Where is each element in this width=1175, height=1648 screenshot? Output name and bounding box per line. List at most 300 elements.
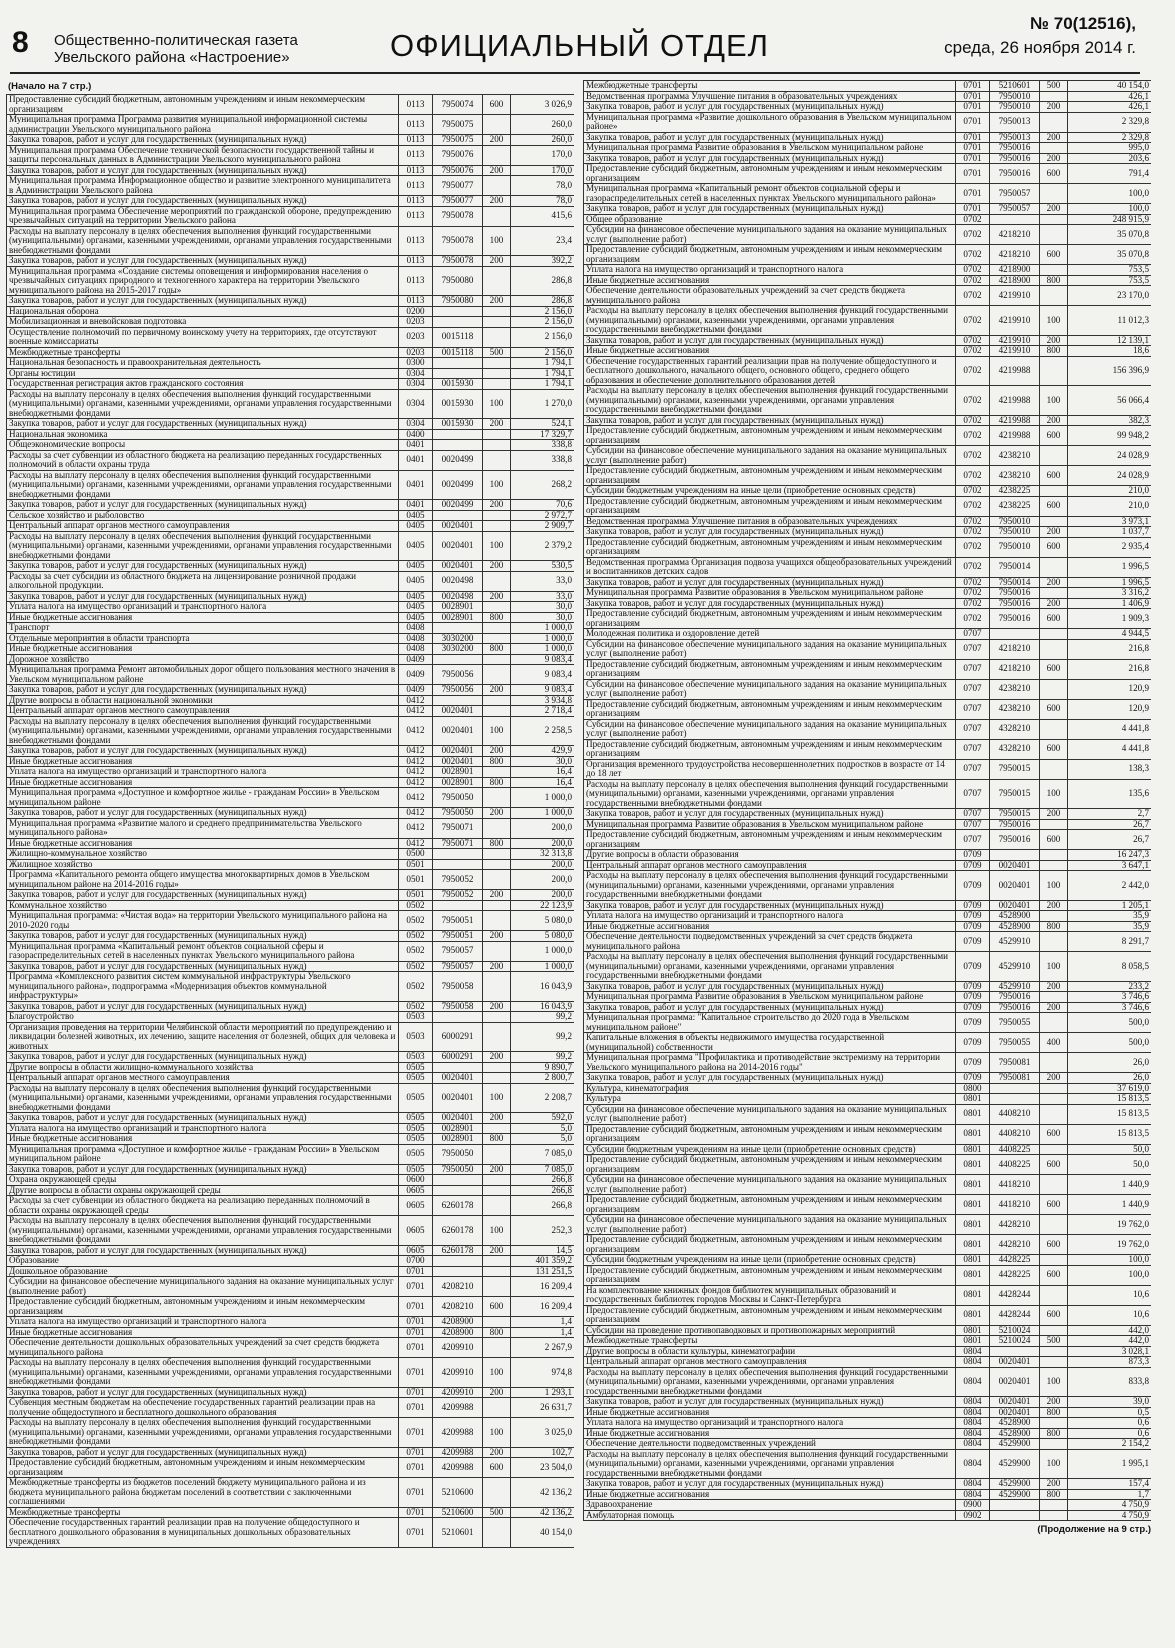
row-section-cell: 0401 — [399, 450, 433, 470]
table-row — [584, 306, 1152, 336]
row-name-cell: Предоставление субсидий бюджетным, автономным учреждениям и иным некоммерческим организациям — [584, 609, 956, 629]
table-row — [7, 685, 575, 696]
row-type-cell — [483, 633, 511, 644]
row-type-cell: 200 — [483, 1245, 511, 1256]
row-name-cell: Общеэкономические вопросы — [7, 440, 399, 451]
row-name-cell: Субсидии бюджетным учреждениям на иные цели (приобретение основных средств) — [584, 1144, 956, 1155]
row-name-cell: Сельское хозяйство и рыболовство — [7, 510, 399, 521]
row-name-cell: Отдельные мероприятия в области транспорта — [7, 633, 399, 644]
row-target-cell: 7950057 — [990, 204, 1040, 215]
table-row — [7, 1266, 575, 1277]
row-name-cell: Уплата налога на имущество организаций и транспортного налога — [584, 265, 956, 276]
row-type-cell: 100 — [1040, 1449, 1068, 1479]
row-type-cell — [483, 440, 511, 451]
row-name-cell: Образование — [7, 1256, 399, 1267]
row-type-cell: 200 — [483, 591, 511, 602]
row-name-cell: Государственная регистрация актов гражданского состояния — [7, 379, 399, 390]
row-name-cell: Капитальные вложения в объекты недвижимого имущества государственной (муниципальной) собственности — [584, 1033, 956, 1053]
row-type-cell — [1040, 446, 1068, 466]
row-name-cell: Предоставление субсидий бюджетным, автономным учреждениям и иным некоммерческим организациям — [7, 95, 399, 115]
row-amount-cell: 1 000,0 — [511, 808, 575, 819]
table-row — [7, 440, 575, 451]
row-type-cell: 100 — [1040, 952, 1068, 982]
row-target-cell: 4238210 — [990, 466, 1040, 486]
table-row — [584, 1500, 1152, 1511]
row-amount-cell: 16,4 — [511, 767, 575, 778]
table-row — [584, 225, 1152, 245]
row-name-cell: Обеспечение государственных гарантий реализации прав на получение общедоступного и бесплатного дошкольного, начального общего, основного общего, среднего общего образования и обеспечение дополнительного образования детей — [584, 356, 956, 386]
table-row — [584, 1418, 1152, 1429]
row-target-cell: 0015118 — [433, 347, 483, 358]
row-target-cell: 0020401 — [433, 1113, 483, 1124]
row-section-cell: 0701 — [956, 164, 990, 184]
row-type-cell — [1040, 639, 1068, 659]
row-target-cell: 7950015 — [990, 779, 1040, 809]
row-section-cell: 0409 — [399, 665, 433, 685]
row-type-cell: 600 — [1040, 739, 1068, 759]
row-amount-cell: 0,6 — [1068, 1428, 1152, 1439]
row-type-cell: 600 — [1040, 245, 1068, 265]
row-target-cell: 7950081 — [990, 1053, 1040, 1073]
row-type-cell — [1040, 143, 1068, 154]
row-type-cell — [483, 602, 511, 613]
row-section-cell: 0801 — [956, 1155, 990, 1175]
table-row — [7, 1256, 575, 1267]
row-section-cell: 0412 — [399, 706, 433, 717]
row-amount-cell: 266,8 — [511, 1175, 575, 1186]
row-section-cell: 0702 — [956, 415, 990, 426]
table-row — [7, 1447, 575, 1458]
row-section-cell: 0503 — [399, 1022, 433, 1052]
row-target-cell — [433, 306, 483, 317]
row-amount-cell: 16 247,3 — [1068, 850, 1152, 861]
row-name-cell: Уплата налога на имущество организаций и транспортного налога — [7, 767, 399, 778]
row-type-cell — [1040, 1285, 1068, 1305]
row-amount-cell: 26 631,7 — [511, 1398, 575, 1418]
table-row — [584, 609, 1152, 629]
row-amount-cell: 4 441,8 — [1068, 719, 1152, 739]
row-name-cell: Предоставление субсидий бюджетным, автономным учреждениям и иным некоммерческим организациям — [584, 426, 956, 446]
row-amount-cell: 1 205,1 — [1068, 900, 1152, 911]
row-type-cell — [483, 818, 511, 838]
table-row — [7, 633, 575, 644]
row-amount-cell: 131 251,5 — [511, 1266, 575, 1277]
row-target-cell: 5210601 — [433, 1518, 483, 1548]
table-row — [7, 941, 575, 961]
row-section-cell: 0408 — [399, 644, 433, 655]
row-section-cell: 0505 — [399, 1062, 433, 1073]
table-row — [7, 1012, 575, 1023]
row-name-cell: Другие вопросы в области жилищно-коммунального хозяйства — [7, 1062, 399, 1073]
row-amount-cell: 4 750,9 — [1068, 1500, 1152, 1511]
row-name-cell: Предоставление субсидий бюджетным, автономным учреждениям и иным некоммерческим организациям — [584, 466, 956, 486]
row-name-cell: Закупка товаров, работ и услуг для государственных (муниципальных нужд) — [7, 256, 399, 267]
table-row — [584, 446, 1152, 466]
row-amount-cell: 426,1 — [1068, 102, 1152, 113]
row-target-cell: 6260178 — [433, 1196, 483, 1216]
row-type-cell — [483, 1277, 511, 1297]
row-type-cell — [483, 206, 511, 226]
row-amount-cell: 500,0 — [1068, 1013, 1152, 1033]
row-target-cell: 7950050 — [433, 788, 483, 808]
row-amount-cell: 2 156,0 — [511, 327, 575, 347]
row-type-cell: 600 — [1040, 830, 1068, 850]
row-type-cell — [1040, 184, 1068, 204]
row-amount-cell: 99,2 — [511, 1052, 575, 1063]
row-name-cell: Центральный аппарат органов местного самоуправления — [7, 521, 399, 532]
row-type-cell — [483, 706, 511, 717]
row-target-cell: 7950051 — [433, 931, 483, 942]
row-section-cell: 0701 — [399, 1507, 433, 1518]
table-row — [584, 1155, 1152, 1175]
row-type-cell — [1040, 356, 1068, 386]
row-target-cell: 7950051 — [433, 911, 483, 931]
row-target-cell: 7950010 — [990, 516, 1040, 527]
table-row — [584, 1195, 1152, 1215]
row-target-cell: 7950071 — [433, 838, 483, 849]
table-row — [7, 176, 575, 196]
row-amount-cell: 37 619,0 — [1068, 1083, 1152, 1094]
table-row — [7, 1144, 575, 1164]
row-amount-cell: 1 037,7 — [1068, 527, 1152, 538]
row-name-cell: Обеспечение деятельности образовательных учреждений за счет средств бюджета муниципального района — [584, 286, 956, 306]
table-row — [584, 102, 1152, 113]
row-section-cell: 0707 — [956, 830, 990, 850]
row-type-cell: 100 — [483, 1083, 511, 1113]
row-section-cell: 0707 — [956, 659, 990, 679]
row-amount-cell: 9 083,4 — [511, 685, 575, 696]
row-type-cell: 200 — [483, 1164, 511, 1175]
row-type-cell: 800 — [483, 777, 511, 788]
row-section-cell: 0304 — [399, 419, 433, 430]
row-type-cell: 200 — [483, 165, 511, 176]
row-amount-cell: 233,2 — [1068, 981, 1152, 992]
table-row — [584, 1479, 1152, 1490]
row-section-cell: 0707 — [956, 779, 990, 809]
row-name-cell: Программа «Капитального ремонта общего имущества многоквартирных домов в Увельском муниципальном районе на 2014-2016 годы» — [7, 870, 399, 890]
row-target-cell: 7950016 — [990, 830, 1040, 850]
row-type-cell — [483, 176, 511, 196]
row-type-cell — [483, 665, 511, 685]
row-amount-cell: 35,9 — [1068, 921, 1152, 932]
row-type-cell: 200 — [1040, 132, 1068, 143]
row-amount-cell: 4 750,9 — [1068, 1510, 1152, 1521]
row-name-cell: Муниципальная программа «Доступное и комфортное жилье - гражданам России» в Увельском муниципальном районе — [7, 1144, 399, 1164]
budget-table-left-body — [7, 95, 575, 1548]
row-type-cell — [1040, 759, 1068, 779]
row-type-cell — [1040, 1083, 1068, 1094]
table-row — [7, 510, 575, 521]
issue-number: № 70(12516), — [1030, 14, 1136, 33]
row-target-cell: 7950076 — [433, 165, 483, 176]
table-row — [7, 296, 575, 307]
row-type-cell: 100 — [483, 531, 511, 561]
row-target-cell: 4238225 — [990, 486, 1040, 497]
row-type-cell: 200 — [1040, 153, 1068, 164]
row-section-cell: 0503 — [399, 1052, 433, 1063]
row-type-cell — [1040, 932, 1068, 952]
row-section-cell: 0113 — [399, 95, 433, 115]
row-name-cell: Субсидии на финансовое обеспечение муниципального задания на оказание муниципальных услуг (выполнение работ) — [584, 1215, 956, 1235]
row-section-cell: 0801 — [956, 1305, 990, 1325]
row-target-cell: 7950016 — [990, 1002, 1040, 1013]
table-row — [7, 1216, 575, 1246]
row-name-cell: Иные бюджетные ассигнования — [7, 777, 399, 788]
row-name-cell: Закупка товаров, работ и услуг для государственных (муниципальных нужд) — [7, 1113, 399, 1124]
row-type-cell: 600 — [1040, 1235, 1068, 1255]
table-row — [7, 1418, 575, 1448]
table-row — [7, 1398, 575, 1418]
row-name-cell: Иные бюджетные ассигнования — [584, 1489, 956, 1500]
row-section-cell: 0203 — [399, 317, 433, 328]
row-type-cell — [1040, 992, 1068, 1003]
row-type-cell: 200 — [483, 1447, 511, 1458]
row-amount-cell: 252,3 — [511, 1216, 575, 1246]
row-name-cell: Предоставление субсидий бюджетным, автономным учреждениям и иным некоммерческим организациям — [584, 1124, 956, 1144]
row-amount-cell: 12 139,1 — [1068, 335, 1152, 346]
row-name-cell: Национальная безопасность и правоохранительная деятельность — [7, 358, 399, 369]
row-type-cell: 600 — [483, 95, 511, 115]
row-amount-cell: 4 441,8 — [1068, 739, 1152, 759]
row-target-cell: 4238210 — [990, 679, 1040, 699]
row-section-cell: 0702 — [956, 214, 990, 225]
row-section-cell: 0405 — [399, 510, 433, 521]
row-section-cell: 0707 — [956, 759, 990, 779]
row-type-cell: 200 — [483, 1052, 511, 1063]
row-amount-cell: 3 934,8 — [511, 695, 575, 706]
table-row — [584, 1255, 1152, 1266]
table-row — [7, 429, 575, 440]
row-name-cell: Закупка товаров, работ и услуг для государственных (муниципальных нужд) — [7, 165, 399, 176]
table-row — [7, 695, 575, 706]
table-row — [7, 591, 575, 602]
row-type-cell — [483, 870, 511, 890]
row-name-cell: Муниципальная программа Развитие образования в Увельском муниципальном районе — [584, 588, 956, 599]
row-target-cell: 0015930 — [433, 419, 483, 430]
row-section-cell: 0600 — [399, 1175, 433, 1186]
row-type-cell — [1040, 850, 1068, 861]
row-amount-cell: 120,9 — [1068, 679, 1152, 699]
row-type-cell: 200 — [483, 961, 511, 972]
row-section-cell: 0505 — [399, 1144, 433, 1164]
row-target-cell: 7950010 — [990, 527, 1040, 538]
row-target-cell: 0028901 — [433, 767, 483, 778]
row-target-cell: 7950078 — [433, 206, 483, 226]
row-type-cell — [483, 1123, 511, 1134]
row-section-cell: 0502 — [399, 931, 433, 942]
row-target-cell: 0020498 — [433, 571, 483, 591]
row-name-cell: Дошкольное образование — [7, 1266, 399, 1277]
row-type-cell: 600 — [483, 1458, 511, 1478]
row-section-cell: 0113 — [399, 296, 433, 307]
row-type-cell — [483, 911, 511, 931]
row-section-cell: 0701 — [399, 1478, 433, 1508]
table-row — [7, 808, 575, 819]
row-type-cell — [1040, 1255, 1068, 1266]
row-name-cell: Иные бюджетные ассигнования — [584, 346, 956, 357]
table-row — [7, 95, 575, 115]
row-amount-cell: 200,0 — [511, 890, 575, 901]
row-type-cell: 200 — [483, 419, 511, 430]
row-section-cell: 0200 — [399, 306, 433, 317]
table-row — [7, 379, 575, 390]
row-section-cell: 0113 — [399, 165, 433, 176]
row-target-cell — [433, 1266, 483, 1277]
table-row — [584, 1013, 1152, 1033]
row-type-cell — [1040, 719, 1068, 739]
row-target-cell: 0015930 — [433, 379, 483, 390]
row-target-cell — [990, 1094, 1040, 1105]
row-type-cell: 100 — [1040, 386, 1068, 416]
row-target-cell: 5210601 — [990, 81, 1040, 92]
row-amount-cell: 524,1 — [511, 419, 575, 430]
row-section-cell: 0702 — [956, 245, 990, 265]
row-type-cell — [483, 972, 511, 1002]
row-target-cell: 0028901 — [433, 602, 483, 613]
row-type-cell: 600 — [1040, 1195, 1068, 1215]
row-name-cell: Закупка товаров, работ и услуг для государственных (муниципальных нужд) — [7, 1447, 399, 1458]
row-target-cell — [433, 510, 483, 521]
row-name-cell: Закупка товаров, работ и услуг для государственных (муниципальных нужд) — [7, 685, 399, 696]
row-target-cell: 0020401 — [433, 561, 483, 572]
row-type-cell: 200 — [1040, 900, 1068, 911]
row-name-cell: Национальная экономика — [7, 429, 399, 440]
row-amount-cell: 15 813,5 — [1068, 1104, 1152, 1124]
row-section-cell: 0113 — [399, 226, 433, 256]
row-section-cell: 0804 — [956, 1489, 990, 1500]
row-amount-cell: 2 972,7 — [511, 510, 575, 521]
row-section-cell: 0902 — [956, 1510, 990, 1521]
table-row — [7, 1083, 575, 1113]
row-amount-cell: 170,0 — [511, 165, 575, 176]
row-section-cell: 0804 — [956, 1397, 990, 1408]
table-row — [584, 577, 1152, 588]
row-amount-cell: 0,6 — [1068, 1418, 1152, 1429]
table-row — [7, 818, 575, 838]
row-target-cell: 0020499 — [433, 450, 483, 470]
row-section-cell: 0702 — [956, 486, 990, 497]
row-amount-cell: 266,8 — [511, 1196, 575, 1216]
row-target-cell: 0020401 — [990, 1357, 1040, 1368]
table-row — [7, 368, 575, 379]
row-section-cell: 0405 — [399, 612, 433, 623]
row-name-cell: Муниципальная программа «Капитальный ремонт объектов социальной сферы и газораспределительных сетей в населенных пунктах Увельского муниципального района — [7, 941, 399, 961]
table-row — [584, 1033, 1152, 1053]
row-section-cell: 0412 — [399, 777, 433, 788]
row-amount-cell: 3 028,1 — [1068, 1346, 1152, 1357]
row-section-cell: 0505 — [399, 1113, 433, 1124]
row-target-cell: 4528900 — [990, 921, 1040, 932]
table-row — [7, 788, 575, 808]
row-name-cell: Предоставление субсидий бюджетным, автономным учреждениям и иным некоммерческим организациям — [584, 537, 956, 557]
table-row — [7, 115, 575, 135]
table-row — [7, 327, 575, 347]
row-amount-cell: 1 794,1 — [511, 368, 575, 379]
row-type-cell: 500 — [483, 1507, 511, 1518]
row-target-cell — [433, 623, 483, 634]
row-target-cell: 4529910 — [990, 932, 1040, 952]
row-section-cell: 0801 — [956, 1124, 990, 1144]
row-name-cell: Уплата налога на имущество организаций и транспортного налога — [7, 602, 399, 613]
row-target-cell: 7950076 — [433, 145, 483, 165]
row-name-cell: Закупка товаров, работ и услуг для государственных (муниципальных нужд) — [7, 419, 399, 430]
table-row — [7, 1001, 575, 1012]
row-type-cell — [483, 327, 511, 347]
row-amount-cell: 10,6 — [1068, 1285, 1152, 1305]
row-name-cell: Иные бюджетные ассигнования — [7, 612, 399, 623]
row-target-cell: 4408225 — [990, 1144, 1040, 1155]
row-amount-cell: 1 000,0 — [511, 961, 575, 972]
masthead — [10, 8, 1140, 74]
row-section-cell: 0707 — [956, 699, 990, 719]
row-target-cell — [990, 1500, 1040, 1511]
row-target-cell: 4208900 — [433, 1317, 483, 1328]
row-amount-cell: 3 647,1 — [1068, 860, 1152, 871]
row-target-cell: 4408210 — [990, 1104, 1040, 1124]
row-amount-cell: 17 329,7 — [511, 429, 575, 440]
row-amount-cell: 26,7 — [1068, 819, 1152, 830]
row-target-cell: 4528900 — [990, 1418, 1040, 1429]
row-amount-cell: 19 762,0 — [1068, 1235, 1152, 1255]
row-name-cell: Муниципальная программа Развитие образования в Увельском муниципальном районе — [584, 143, 956, 154]
row-target-cell — [433, 440, 483, 451]
row-type-cell — [1040, 1418, 1068, 1429]
row-target-cell: 7950058 — [433, 972, 483, 1002]
row-type-cell — [483, 368, 511, 379]
table-row — [584, 1489, 1152, 1500]
row-name-cell: Субсидии на финансовое обеспечение муниципального задания на оказание муниципальных услуг (выполнение работ) — [584, 639, 956, 659]
row-amount-cell: 2 935,4 — [1068, 537, 1152, 557]
row-type-cell: 200 — [483, 890, 511, 901]
row-name-cell: Жилищно-коммунальное хозяйство — [7, 849, 399, 860]
row-name-cell: Другие вопросы в области охраны окружающей среды — [7, 1185, 399, 1196]
table-row — [7, 1358, 575, 1388]
row-type-cell: 800 — [1040, 1428, 1068, 1439]
row-section-cell: 0801 — [956, 1336, 990, 1347]
row-target-cell: 4208210 — [433, 1277, 483, 1297]
row-target-cell: 7950057 — [433, 961, 483, 972]
row-name-cell: Расходы на выплату персоналу в целях обеспечения выполнения функций государственными (муниципальными) органами, казенными учреждениями, органами управления государственными внебюджетными фондами — [7, 389, 399, 419]
row-section-cell: 0701 — [399, 1398, 433, 1418]
table-row — [7, 1134, 575, 1145]
row-name-cell: Ведомственная программа Улучшение питания в образовательных учреждениях — [584, 91, 956, 102]
table-row — [7, 145, 575, 165]
row-name-cell: Закупка товаров, работ и услуг для государственных (муниципальных нужд) — [584, 335, 956, 346]
row-section-cell: 0709 — [956, 1033, 990, 1053]
row-target-cell: 4408210 — [990, 1124, 1040, 1144]
row-target-cell: 4218210 — [990, 639, 1040, 659]
row-type-cell: 500 — [1040, 81, 1068, 92]
row-name-cell: На комплектование книжных фондов библиотек муниципальных образований и государственных библиотек городов Москвы и Санкт-Петербурга — [584, 1285, 956, 1305]
table-row — [7, 602, 575, 613]
row-amount-cell: 9 083,4 — [511, 665, 575, 685]
row-name-cell: Обеспечение деятельности подведомственных учреждений за счет средств бюджета муниципального района — [584, 932, 956, 952]
row-target-cell: 4219910 — [990, 335, 1040, 346]
row-target-cell: 7950014 — [990, 577, 1040, 588]
row-section-cell: 0709 — [956, 981, 990, 992]
row-type-cell: 600 — [1040, 1265, 1068, 1285]
row-section-cell: 0801 — [956, 1265, 990, 1285]
row-target-cell: 6260178 — [433, 1216, 483, 1246]
row-target-cell — [990, 1510, 1040, 1521]
row-amount-cell: 26,7 — [1068, 830, 1152, 850]
row-amount-cell: 8 058,5 — [1068, 952, 1152, 982]
row-amount-cell: 1 000,0 — [511, 941, 575, 961]
row-type-cell — [1040, 265, 1068, 276]
row-name-cell: Расходы на выплату персоналу в целях обеспечения выполнения функций государственными (муниципальными) органами, казенными учреждениями, органами управления государственными внебюджетными фондами — [7, 1216, 399, 1246]
table-row — [584, 1397, 1152, 1408]
row-target-cell: 0020401 — [433, 716, 483, 746]
